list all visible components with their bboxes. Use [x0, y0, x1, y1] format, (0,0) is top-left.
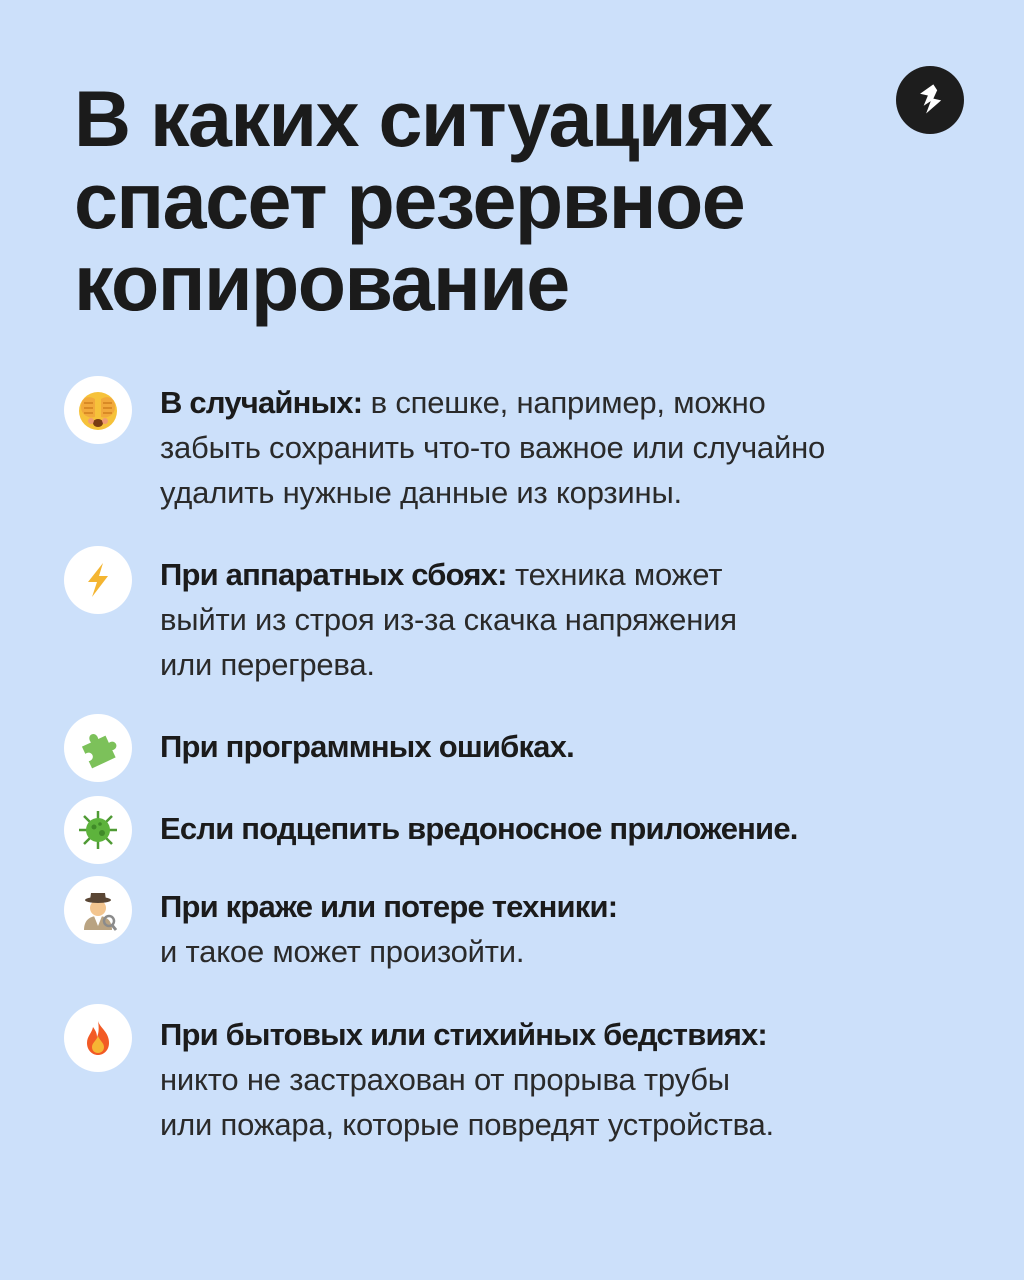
item-heading: При бытовых или стихийных бедствиях:: [160, 1017, 767, 1052]
lightning-icon: [64, 546, 132, 614]
puzzle-piece-icon: [64, 714, 132, 782]
item-text: никто не застрахован от прорыва трубы: [160, 1062, 730, 1097]
item-text: забыть сохранить что-то важное или случайно: [160, 430, 826, 465]
virus-icon: [64, 796, 132, 864]
see-no-evil-face-icon: [64, 376, 132, 444]
item-heading: При краже или потере техники:: [160, 889, 618, 924]
item-heading: Если подцепить вредоносное приложение.: [160, 811, 798, 846]
item-text: или перегрева.: [160, 647, 375, 682]
title-line: копирование: [74, 238, 569, 327]
item-text: выйти из строя из-за скачка напряжения: [160, 602, 737, 637]
item-text: удалить нужные данные из корзины.: [160, 475, 682, 510]
item-text: и такое может произойти.: [160, 934, 525, 969]
lightning-bolt-icon: [896, 66, 964, 134]
title-line: В каких ситуациях: [74, 74, 773, 163]
item-heading: При аппаратных сбоях:: [160, 557, 507, 592]
detective-icon: [64, 876, 132, 944]
fire-icon: [64, 1004, 132, 1072]
item-text: или пожара, которые повредят устройства.: [160, 1107, 774, 1142]
page-title: [74, 74, 894, 327]
item-heading: В случайных:: [160, 385, 363, 420]
item-text: в спешке, например, можно: [362, 385, 766, 420]
title-line: спасет резервное: [74, 156, 745, 245]
item-text: техника может: [506, 557, 723, 592]
item-heading: При программных ошибках.: [160, 729, 574, 764]
